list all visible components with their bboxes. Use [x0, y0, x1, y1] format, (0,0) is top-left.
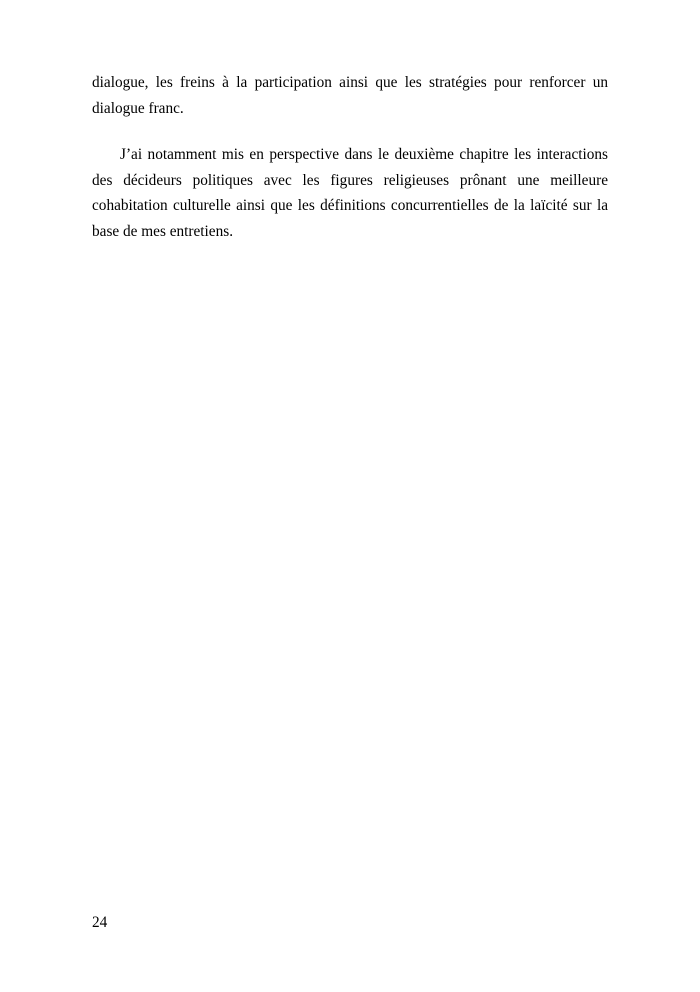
- paragraph-second: J’ai notamment mis en perspective dans le deuxième chapitre les interactions des décideurs politiques avec les figures religieuses prônant une meilleure cohabitation culturelle ainsi que les définitions concurrentielles de la laïcité sur la base de mes entretiens.: [92, 146, 608, 240]
- page-number: 24: [92, 914, 108, 931]
- paragraph-continuation: dialogue, les freins à la participation ainsi que les stratégies pour renforcer un dialogue franc.: [92, 74, 608, 117]
- body-text: [92, 70, 608, 244]
